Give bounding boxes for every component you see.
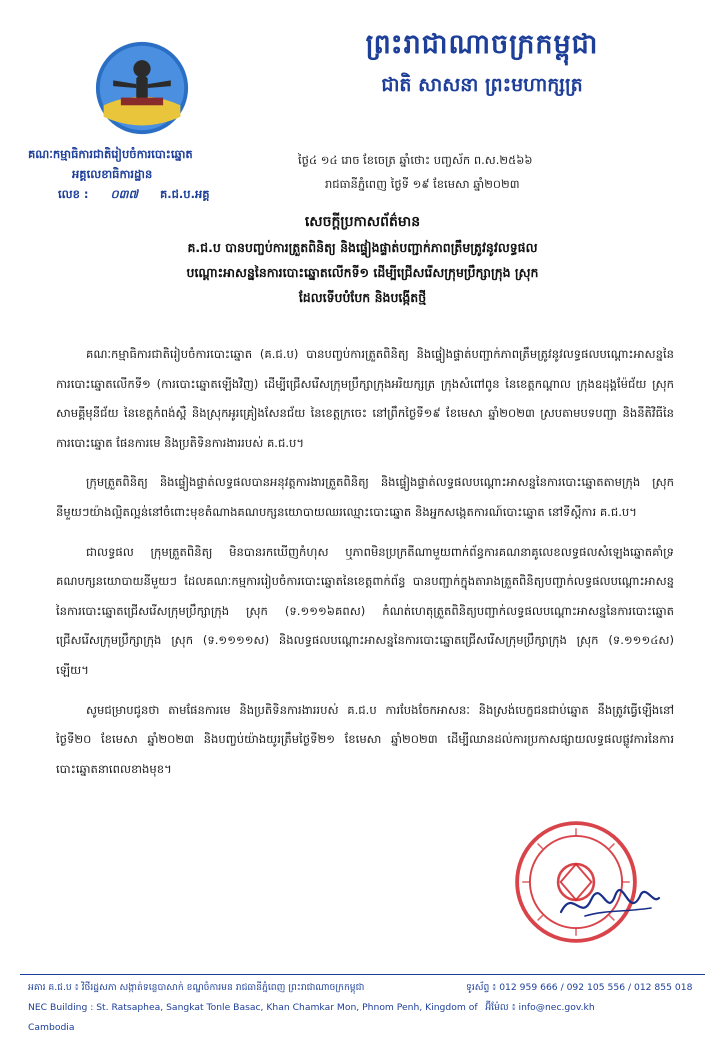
office-secretariat: អគ្គលេខាធិការដ្ឋាន	[72, 167, 153, 181]
footer-phone: ទូរស័ព្ទ ៖ 012 959 666 / 092 105 556 / 012 855 018	[466, 982, 693, 993]
footer-address-km: អគារ គ.ជ.ប ៖ វិថីរដ្ឋសភា សង្កាត់ទន្លេបាសាក់ ខណ្ឌចំការមន រាជធានីភ្នំពេញ ព្រះរាជាណាចក្រកម្ពុជា	[28, 982, 365, 993]
nec-emblem	[94, 40, 190, 136]
document-title: សេចក្តីប្រកាសព័ត៌មាន	[304, 214, 421, 230]
kingdom-header	[262, 28, 702, 101]
reference-label: លេខ :	[58, 187, 89, 201]
reference-number	[28, 184, 286, 204]
subtitle-line-1: គ.ជ.ប បានបញ្ចប់ការត្រួតពិនិត្យ និងផ្ទៀងផ្ទាត់បញ្ជាក់ភាពត្រឹមត្រូវនូវលទ្ធផល	[187, 240, 538, 255]
kingdom-title: ព្រះរាជាណាចក្រកម្ពុជា	[365, 29, 599, 60]
reference-suffix: គ.ជ.ប.អគ្គ	[159, 187, 210, 201]
paragraph-4: សូមជម្រាបជូនថា តាមផែនការមេ និងប្រតិទិនការងាររបស់ គ.ជ.ប ការបែងចែកអាសនៈ និងស្រង់បេក្ខជនជាប់ឆ្នោត នឹងត្រូវធ្វើឡើងនៅថ្ងៃទី២០ ខែមេសា ឆ្នាំ២០២៣ និងបញ្ចប់យ៉ាងយូរត្រឹមថ្ងៃទី២១ ខែមេសា ឆ្នាំ២០២៣ ដើម្បីឈានដល់ការប្រកាសផ្សាយលទ្ធផលផ្លូវការនៃការបោះឆ្នោតនាពេលខាងមុខ។	[56, 702, 674, 776]
subtitle-line-3: ដែលទើបបំបែក និងបង្កើតថ្មី	[298, 290, 427, 305]
document-heading	[40, 210, 685, 310]
footer-divider	[20, 974, 705, 975]
footer-address-en: NEC Building : St. Ratsaphea, Sangkat Tonle Basac, Khan Chamkar Mon, Phnom Penh, Kingdom of Cambodia	[28, 1002, 478, 1033]
paragraph-3: ជាលទ្ធផល ក្រុមត្រួតពិនិត្យ មិនបានរកឃើញកំហុស ឬភាពមិនប្រក្រតីណាមួយពាក់ព័ន្ធការគណនាគូលេខលទ្ធផលសំឡេងឆ្នោតគាំទ្រគណបក្សនយោបាយនីមួយៗ ដែលគណៈកម្មការរៀបចំការបោះឆ្នោតនៃខេត្តពាក់ព័ន្ធ បានបញ្ជាក់ក្នុងតារាងត្រួតពិនិត្យបញ្ជាក់លទ្ធផលបណ្តោះអាសន្ននៃការបោះឆ្នោតជ្រើសរើសក្រុមប្រឹក្សាក្រុង ស្រុក (ទ.១១១៦គពស) កំណត់ហេតុត្រួតពិនិត្យបញ្ជាក់លទ្ធផលបណ្តោះអាសន្ននៃការបោះឆ្នោតជ្រើសរើសក្រុមប្រឹក្សាក្រុង ស្រុក (ទ.១១១១ស) និងលទ្ធផលបណ្តោះអាសន្ននៃការបោះឆ្នោតជ្រើសរើសក្រុមប្រឹក្សាក្រុង ស្រុក (ទ.១១១៤ស) ឡើយ។	[56, 544, 674, 677]
paragraph-2: ក្រុមត្រួតពិនិត្យ និងផ្ទៀងផ្ទាត់លទ្ធផលបានអនុវត្តការងារត្រួតពិនិត្យ និងផ្ទៀងផ្ទាត់លទ្ធផលបណ្តោះអាសន្ននៃការបោះឆ្នោតតាមក្រុង ស្រុកនីមួយៗយ៉ាងល្អិតល្អន់នៅចំពោះមុខតំណាងគណបក្សនយោបាយឈរឈ្មោះបោះឆ្នោត និងអ្នកសង្កេតការណ៍បោះឆ្នោត នៅទីស្តីការ គ.ជ.ប។	[56, 475, 674, 519]
reference-value: ០៣៧	[110, 187, 138, 201]
footer-email: អ៊ីម៉ែល ៖ info@nec.gov.kh	[485, 1002, 595, 1013]
subtitle-line-2: បណ្តោះអាសន្ននៃការបោះឆ្នោតលើកទី១ ដើម្បីជ្រើសរើសក្រុមប្រឹក្សាក្រុង ស្រុក	[186, 265, 539, 280]
footer-row-2	[28, 998, 698, 1038]
motto: ជាតិ សាសនា ព្រះមហាក្សត្រ	[381, 74, 583, 96]
document-body	[56, 340, 674, 794]
lunar-date: ថ្ងៃ៤ ១៤ រោច ខែចេត្រ ឆ្នាំថោះ បញ្ចស័ក ព.ស.២៥៦៦	[298, 153, 533, 167]
footer	[28, 978, 698, 1038]
issuing-office	[28, 144, 286, 204]
date-block	[298, 148, 708, 196]
paragraph-1: គណៈកម្មាធិការជាតិរៀបចំការបោះឆ្នោត (គ.ជ.ប) បានបញ្ចប់ការត្រួតពិនិត្យ និងផ្ទៀងផ្ទាត់បញ្ជាក់ភាពត្រឹមត្រូវនូវលទ្ធផលបណ្តោះអាសន្ននៃការបោះឆ្នោតលើកទី១ (ការបោះឆ្នោតឡើងវិញ) ដើម្បីជ្រើសរើសក្រុមប្រឹក្សាក្រុងអរិយក្សត្រ ក្រុងសំពៅពូន នៃខេត្តកណ្តាល ក្រុងឧដុង្គម៉ែជ័យ ស្រុកសាមគ្គីមុនីជ័យ នៃខេត្តកំពង់ស្ពឺ និងស្រុកអូរគ្រៀងសែនជ័យ នៃខេត្តក្រចេះ នៅព្រឹកថ្ងៃទី១៩ ខែមេសា ឆ្នាំ២០២៣ ស្របតាមបទបញ្ជា និងនីតិវិធីនៃការបោះឆ្នោត ផែនការមេ និងប្រតិទិនការងាររបស់ គ.ជ.ប។	[56, 347, 674, 450]
signature	[555, 882, 665, 928]
footer-row-1	[28, 978, 698, 998]
office-name: គណៈកម្មាធិការជាតិរៀបចំការបោះឆ្នោត	[28, 147, 193, 161]
solar-date: រាជធានីភ្នំពេញ ថ្ងៃទី ១៩ ខែមេសា ឆ្នាំ២០២៣	[325, 177, 520, 191]
